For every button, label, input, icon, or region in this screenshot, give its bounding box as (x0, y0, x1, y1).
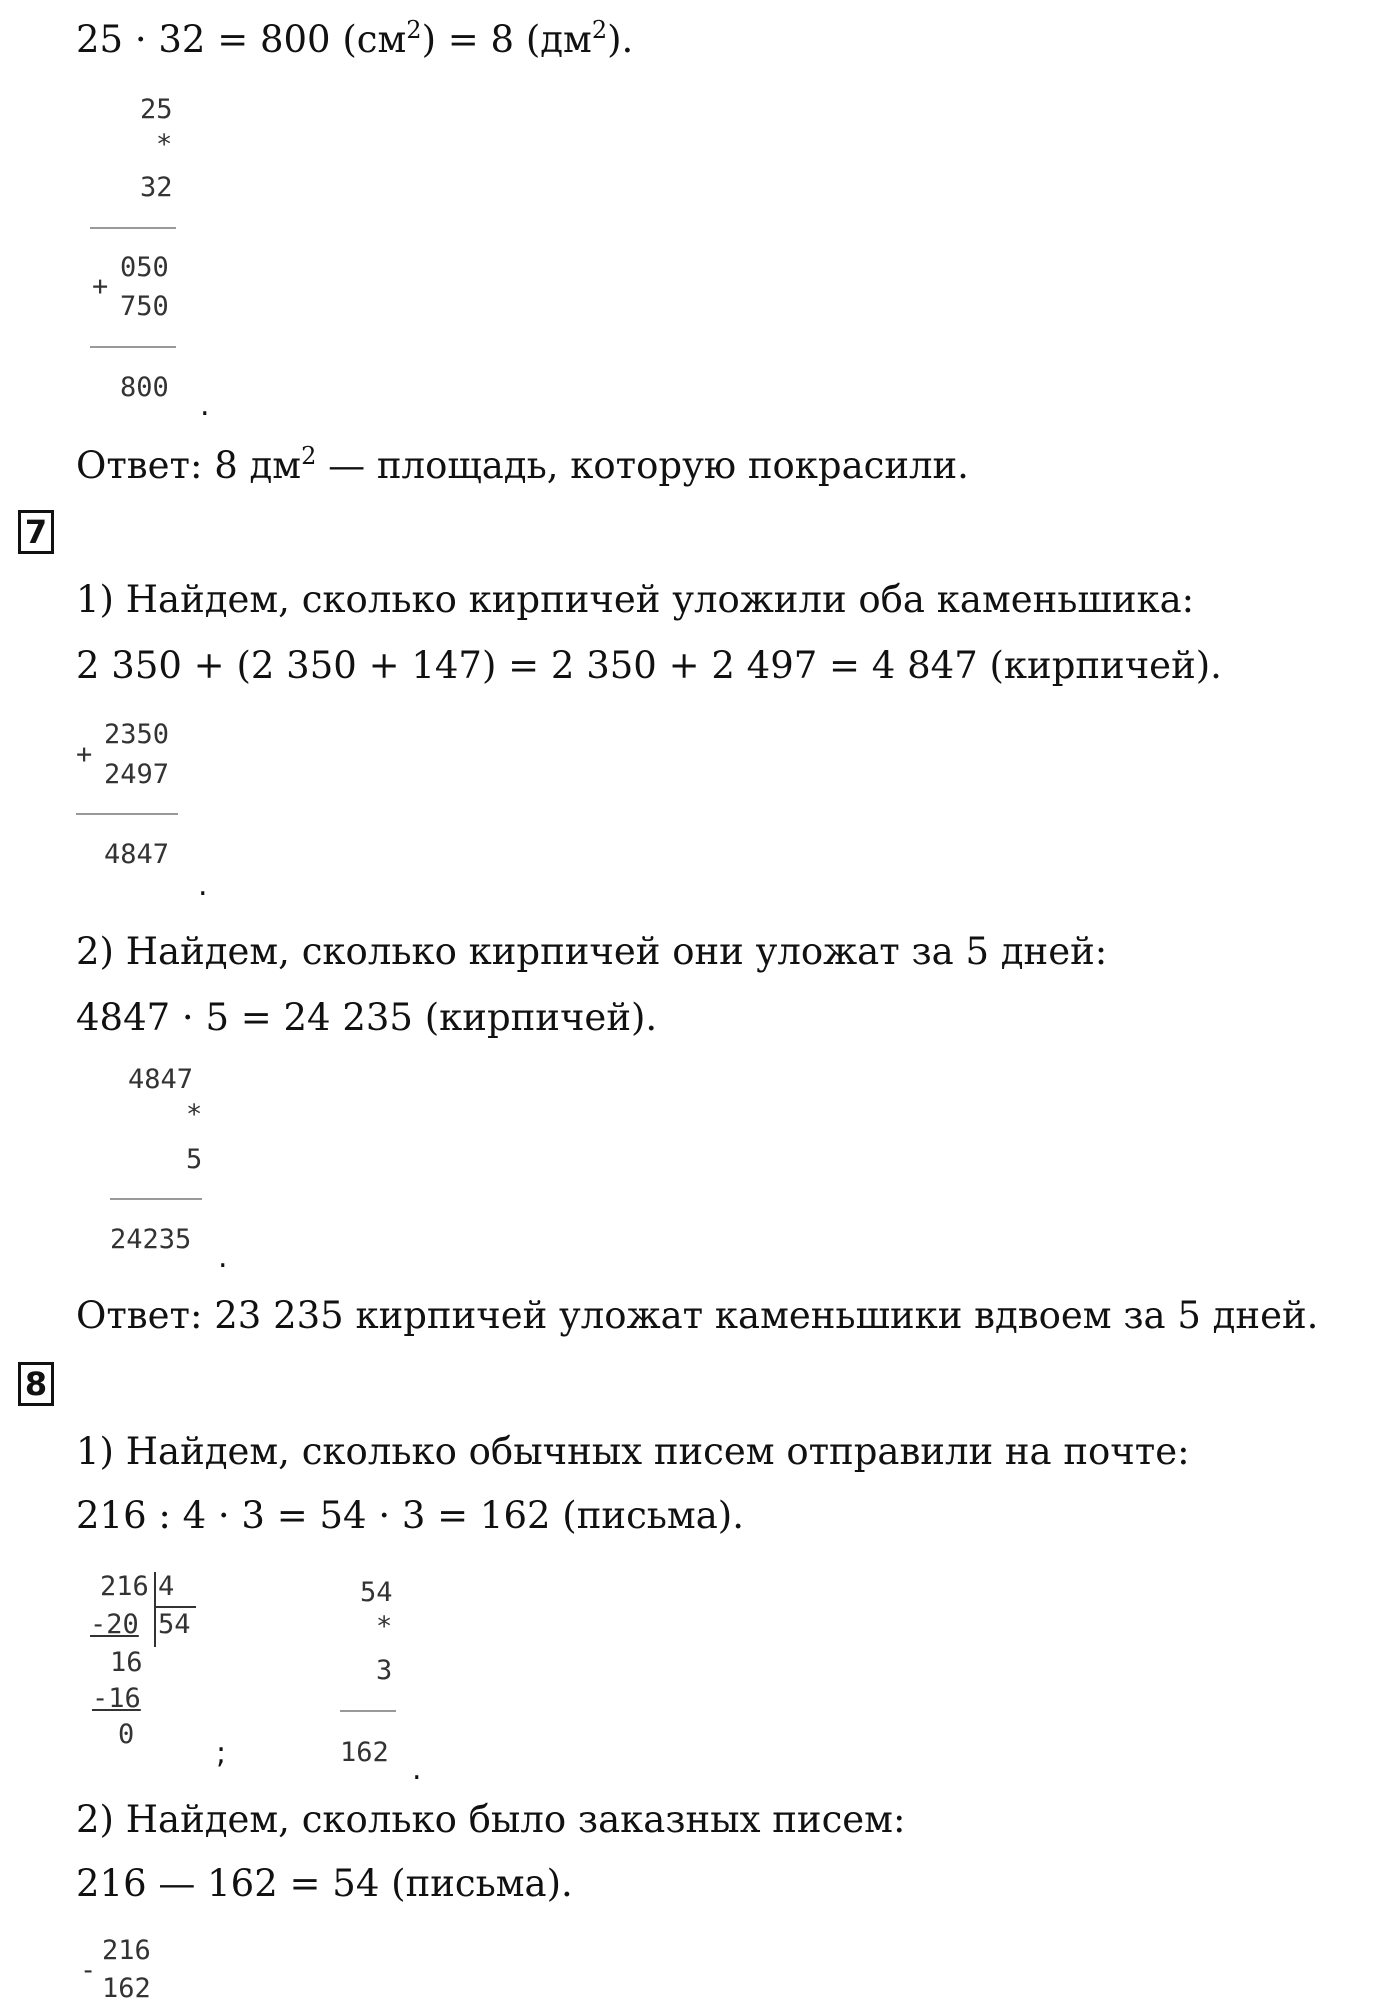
calc-top: 25 (140, 94, 173, 125)
answer-line: Ответ: 23 235 кирпичей уложат каменьшики вдвоем за 5 дней. (76, 1294, 1319, 1337)
calc-a: 2350 (104, 719, 170, 750)
task-number: 7 (18, 510, 54, 554)
equation: 216 — 162 = 54 (письма). (76, 1862, 573, 1905)
calc-op: * (156, 129, 173, 160)
calc-b: 2497 (104, 759, 170, 790)
equation-part: ). (607, 18, 634, 61)
answer-line (76, 444, 969, 488)
step-text: 1) Найдем, сколько обычных писем отправили на почте: (76, 1430, 1190, 1473)
calc-result: 800 (120, 372, 169, 403)
step-text: 2) Найдем, сколько было заказных писем: (76, 1798, 906, 1841)
calc-end: . (198, 868, 208, 903)
calc-result: 4847 (104, 839, 170, 870)
answer-part: — площадь, которую покрасили. (316, 444, 969, 487)
calc-rule (340, 1710, 396, 1712)
div-divisor: 4 (158, 1571, 175, 1602)
calc-plus: + (92, 271, 109, 302)
calc-plus: + (76, 739, 93, 770)
div-subtract-2: -16 (92, 1683, 141, 1714)
calc-top: 4847 (128, 1064, 194, 1095)
superscript: 2 (406, 16, 422, 44)
calc-b: 162 (102, 1973, 151, 2004)
calc-separator: ; (216, 1736, 227, 1771)
equation-part: 25 · 32 = 800 (см (76, 18, 407, 61)
calc-rule (90, 346, 176, 348)
calc-bottom: 32 (140, 172, 173, 203)
equation-part: ) = 8 (дм (421, 18, 592, 61)
calc-minus: - (80, 1955, 97, 1986)
equation-area (76, 18, 633, 62)
div-quotient: 54 (158, 1609, 191, 1640)
calc-rule (76, 813, 178, 815)
calc-rule (90, 227, 176, 229)
step-text: 2) Найдем, сколько кирпичей они уложат за 5 дней: (76, 930, 1108, 973)
step-text: 1) Найдем, сколько кирпичей уложили оба каменьшика: (76, 578, 1195, 621)
calc-bottom: 3 (376, 1655, 393, 1686)
equation: 4847 · 5 = 24 235 (кирпичей). (76, 996, 658, 1039)
calc-partial-1: 050 (120, 252, 169, 283)
calc-top: 54 (360, 1577, 393, 1608)
calc-a: 216 (102, 1935, 151, 1966)
calc-op: * (186, 1099, 203, 1130)
div-horizontal-bar (156, 1606, 196, 1608)
equation: 216 : 4 · 3 = 54 · 3 = 162 (письма). (76, 1494, 744, 1537)
calc-op: * (376, 1611, 393, 1642)
superscript: 2 (301, 442, 317, 470)
div-remainder-1: 16 (110, 1647, 143, 1678)
calc-end: . (200, 388, 210, 423)
superscript: 2 (591, 16, 608, 44)
calc-partial-2: 750 (120, 291, 169, 322)
div-vertical-bar (154, 1572, 156, 1647)
div-dividend: 216 (100, 1571, 149, 1602)
div-remainder-2: 0 (118, 1719, 135, 1750)
equation: 2 350 + (2 350 + 147) = 2 350 + 2 497 = 4 847 (кирпичей). (76, 644, 1222, 687)
calc-bottom: 5 (186, 1144, 203, 1175)
calc-result: 162 (340, 1737, 389, 1768)
task-number: 8 (18, 1362, 54, 1406)
calc-rule (110, 1198, 202, 1200)
calc-result: 24235 (110, 1224, 192, 1255)
calc-end: . (412, 1752, 422, 1787)
div-subtract-1: -20 (90, 1609, 139, 1640)
calc-end: . (218, 1240, 228, 1275)
answer-part: Ответ: 8 дм (76, 444, 302, 487)
